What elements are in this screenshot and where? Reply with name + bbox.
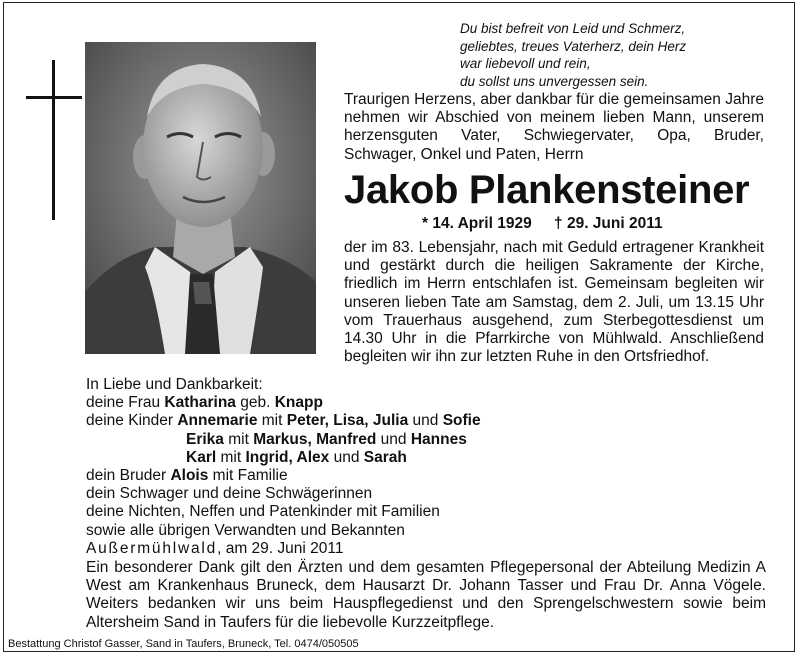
portrait-illustration xyxy=(85,42,316,354)
cross-icon-bar xyxy=(26,96,82,99)
wife-maiden-name: Knapp xyxy=(274,394,323,412)
text: dein Bruder xyxy=(86,467,171,485)
mourners-opening: In Liebe und Dankbarkeit: xyxy=(86,376,263,393)
mourners-list xyxy=(86,376,766,540)
text: mit xyxy=(216,448,246,466)
mourner-relatives: sowie alle übrigen Verwandten und Bekannten xyxy=(86,521,405,539)
child-family: Peter, Lisa, Julia xyxy=(286,412,409,430)
memorial-verse xyxy=(460,20,760,90)
verse-line: war liebevoll und rein, xyxy=(460,56,591,71)
child-family: Sofie xyxy=(442,412,481,430)
cross-icon xyxy=(52,60,55,220)
wife-name: Katharina xyxy=(164,394,236,412)
funeral-details: der im 83. Lebensjahr, nach mit Geduld ertragener Krankheit und gestärkt durch die heiligen Sakramente der Kirche, friedlich im Herrn entschlafen ist. Gemeinsam begleiten wir unseren lieben Tate am Samstag, dem 2. Juli, um 13.15 Uhr vom Trauerhaus ausgehend, zum Sterbegottesdienst um 14.30 Uhr in die Pfarrkirche von Mühlwald. Anschließend begleiten wir ihn zur letzten Ruhe in den Ortsfriedhof. xyxy=(344,239,764,366)
child-family: Hannes xyxy=(410,430,467,448)
birth-date: * 14. April 1929 xyxy=(422,215,532,232)
verse-line: geliebtes, treues Vaterherz, dein Herz xyxy=(460,38,687,54)
text: und xyxy=(329,448,364,466)
text: und xyxy=(408,412,443,430)
thanks-text: Ein besonderer Dank gilt den Ärzten und dem gesamten Pflegepersonal der Abteilung Medizin A West am Krankenhaus Bruneck, dem Hausarzt Dr. Johann Tasser und Frau Dr. Anna Vögele. Weiters bedanken wir uns beim Hauspflegedienst und den Sprengelschwestern sowie beim Altersheim Sand in Taufers für die liebevolle Kurzzeitpflege. xyxy=(86,559,766,631)
mourner-brother xyxy=(86,467,766,485)
child-name: Erika xyxy=(186,430,224,448)
notice-date: , am 29. Juni 2011 xyxy=(217,540,344,557)
mourner-child xyxy=(86,412,766,430)
life-dates xyxy=(422,215,663,233)
text: deine Kinder xyxy=(86,412,178,430)
brother-name: Alois xyxy=(170,467,209,485)
text: mit xyxy=(257,412,287,430)
portrait-photo xyxy=(85,42,316,354)
place-date xyxy=(86,540,343,558)
text: geb. xyxy=(235,394,275,412)
child-family: Ingrid, Alex xyxy=(245,448,330,466)
mourner-child xyxy=(86,431,766,449)
child-name: Karl xyxy=(186,448,217,466)
verse-line: Du bist befreit von Leid und Schmerz, xyxy=(460,21,686,36)
text: mit xyxy=(223,430,254,448)
deceased-name: Jakob Plankensteiner xyxy=(344,168,750,212)
town-name: Außermühlwald xyxy=(86,540,218,557)
mourner-nephews: deine Nichten, Neffen und Patenkinder mit Familien xyxy=(86,503,440,521)
intro-text: Traurigen Herzens, aber dankbar für die gemeinsamen Jahre nehmen wir Abschied von meinem lieben Mann, unserem herzensguten Vater, Schwiegervater, Opa, Bruder, Schwager, Onkel und Paten, Herrn xyxy=(344,91,764,163)
mourner-wife xyxy=(86,394,766,412)
child-family: Markus, Manfred xyxy=(253,430,377,448)
verse-line: du sollst uns unvergessen sein. xyxy=(460,73,649,89)
text: und xyxy=(376,430,411,448)
mourner-inlaws: dein Schwager und deine Schwägerinnen xyxy=(86,485,373,503)
child-family: Sarah xyxy=(363,448,407,466)
mourner-child xyxy=(86,449,766,467)
text: deine Frau xyxy=(86,394,165,412)
child-name: Annemarie xyxy=(177,412,258,430)
funeral-home-footer: Bestattung Christof Gasser, Sand in Taufers, Bruneck, Tel. 0474/050505 xyxy=(8,638,359,650)
death-date: † 29. Juni 2011 xyxy=(554,215,663,232)
text: mit Familie xyxy=(208,467,288,485)
